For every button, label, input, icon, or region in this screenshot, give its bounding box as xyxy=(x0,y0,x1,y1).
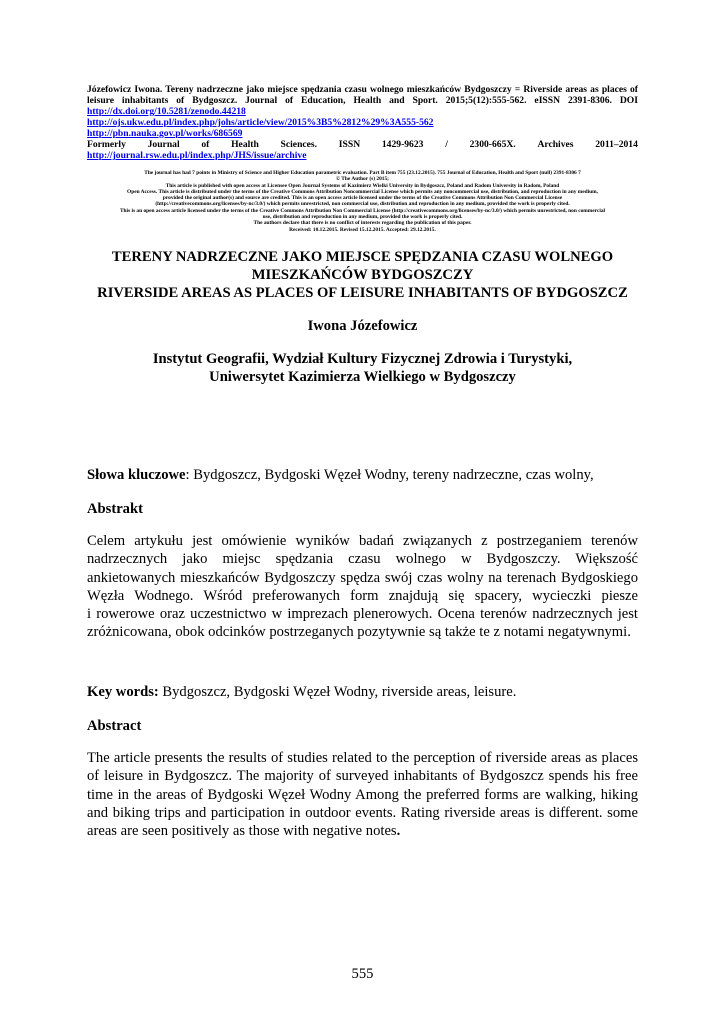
title-line: MIESZKAŃCÓW BYDGOSZCZY xyxy=(251,267,474,283)
abstract-body xyxy=(87,749,638,840)
notice-line: provided the original author(s) and source are credited. This is an open access article licensed under the terms of the Creative Commons Attribution Non Commercial License xyxy=(162,195,563,202)
paper-title xyxy=(87,248,638,302)
abstract-line: time in the areas of Bydgoski Węzeł Wodny Among the preferred forms are walking, hiking xyxy=(87,786,638,803)
formerly-word: 2300-665X. xyxy=(469,139,516,150)
formerly-word: Formerly xyxy=(87,139,126,150)
abstrakt-line: nadrzecznych jako miejsc spędzania czasu wolnego w Bydgoszczy. Większość xyxy=(87,551,638,568)
notice-line: The authors declare that there is no conflict of interests regarding the publication of this paper. xyxy=(253,220,472,227)
formerly-word: Health xyxy=(231,139,259,150)
notice-line: This article is published with open access at Licensee Open Journal Systems of Kazimierz Wielki University in Bydgoszcz, Poland and Radom University in Radom, Poland xyxy=(165,182,560,189)
abstrakt-line: i rowerowe oraz uczestnictwo w imprezach plenerowych. Ocena terenów nadrzecznych jest xyxy=(87,606,638,623)
title-line: TERENY NADRZECZNE JAKO MIEJSCE SPĘDZANIA CZASU WOLNEGO xyxy=(111,249,614,265)
affiliation xyxy=(87,350,638,386)
abstrakt-line: Węzła Wodnego. Wśród preferowanych form znajdują się spacery, wycieczki piesze xyxy=(87,587,638,604)
abstract-line: and biking trips and participation in outdoor events. Rating riverside areas is different. some xyxy=(87,804,638,821)
pbn-link[interactable]: http://pbn.nauka.gov.pl/works/686569 xyxy=(87,128,243,139)
citation-line: Józefowicz Iwona. Tereny nadrzeczne jako miejsce spędzania czasu wolnego mieszkańców Bydgoszczy = Riverside areas as places of xyxy=(87,84,638,95)
keywords-pl xyxy=(87,467,638,484)
notice-line: This is an open access article licensed under the terms of the Creative Commons Attribution Non Commercial License (http://creativecommons.org/licenses/by-nc/3.0/) which permits unrestricted, non commercial xyxy=(119,207,606,214)
abstract-line-last xyxy=(87,822,638,840)
notice-line: Received: 10.12.2015. Revised 15.12.2015. Accepted: 29.12.2015. xyxy=(289,226,436,233)
abstrakt-body xyxy=(87,532,638,642)
abstrakt-line: zróżnicowana, obok odcinków postrzeganych pozytywnie są także te z notami negatywnymi. xyxy=(87,624,631,641)
formerly-word: 1429-9623 xyxy=(381,139,424,150)
author-name: Iwona Józefowicz xyxy=(307,318,418,334)
notice-line: (http://creativecommons.org/licenses/by-nc/3.0/) which permits unrestricted, non commercial use, distribution and reproduction in any medium, provided the work is properly cited. xyxy=(155,201,570,208)
affiliation-line: Uniwersytet Kazimierza Wielkiego w Bydgoszczy xyxy=(209,369,516,385)
keywords-en-label: Key words: xyxy=(87,684,159,700)
abstract-line: of leisure in Bydgoszcz. The majority of surveyed inhabitants of Bydgoszcz spends his free xyxy=(87,768,638,785)
keywords-pl-label: Słowa kluczowe xyxy=(87,467,186,483)
notice-line: use, distribution and reproduction in any medium, provided the work is properly cited. xyxy=(262,214,463,221)
formerly-word: of xyxy=(201,139,210,150)
citation-line: leisure inhabitants of Bydgoszcz. Journal of Education, Health and Sport. 2015;5(12):555-562. eISSN 2391-8306. DOI xyxy=(87,95,638,106)
abstract-final-period: . xyxy=(396,823,401,840)
notice-line: Open Access. This article is distributed under the terms of the Creative Commons Attribution Noncommercial License which permits any noncommercial use, distribution, and reproduction in any medium, xyxy=(127,188,598,195)
keywords-en xyxy=(87,684,638,701)
notice-line: The journal has had 7 points in Ministry of Science and Higher Education parametric evaluation. Part B item 755 (23.12.2015). 755 Journal of Education, Health and Sport (null) 2391-8306 7 xyxy=(144,170,581,176)
abstract-last-text: areas are seen positively as those with negative notes xyxy=(87,823,397,840)
formerly-word: Journal xyxy=(147,139,180,150)
notice-line: © The Author (s) 2015; xyxy=(336,176,389,183)
abstract-line: The article presents the results of studies related to the perception of riverside areas as places xyxy=(87,750,638,766)
keywords-en-text: Bydgoszcz, Bydgoski Węzeł Wodny, riverside areas, leisure. xyxy=(158,684,517,700)
abstrakt-line: ankietowanych mieszkańców Bydgoszczy spędza swój czas wolny na terenach Bydgoskiego xyxy=(87,569,638,586)
abstrakt-line: Celem artykułu jest omówienie wyników badań związanych z postrzeganiem terenów xyxy=(87,533,638,549)
formerly-line xyxy=(87,139,638,150)
abstract-heading: Abstract xyxy=(87,718,142,734)
formerly-word: / xyxy=(445,139,448,150)
formerly-word: ISSN xyxy=(338,139,361,150)
formerly-word: Archives xyxy=(537,139,574,150)
abstrakt-heading: Abstrakt xyxy=(87,501,143,517)
doi-link[interactable]: http://dx.doi.org/10.5281/zenodo.44218 xyxy=(87,106,246,117)
archive-link[interactable]: http://journal.rsw.edu.pl/index.php/JHS/issue/archive xyxy=(87,150,307,161)
citation-block xyxy=(87,84,638,161)
page-number: 555 xyxy=(351,966,374,982)
title-line: RIVERSIDE AREAS AS PLACES OF LEISURE INHABITANTS OF BYDGOSZCZ xyxy=(97,285,628,301)
keywords-pl-text: : Bydgoszcz, Bydgoski Węzeł Wodny, tereny nadrzeczne, czas wolny, xyxy=(185,467,594,483)
license-notice xyxy=(87,170,638,233)
formerly-word: Sciences. xyxy=(280,139,318,150)
formerly-word: 2011–2014 xyxy=(595,139,638,150)
ojs-link[interactable]: http://ojs.ukw.edu.pl/index.php/johs/article/view/2015%3B5%2812%29%3A555-562 xyxy=(87,117,434,128)
affiliation-line: Instytut Geografii, Wydział Kultury Fizycznej Zdrowia i Turystyki, xyxy=(152,351,573,367)
